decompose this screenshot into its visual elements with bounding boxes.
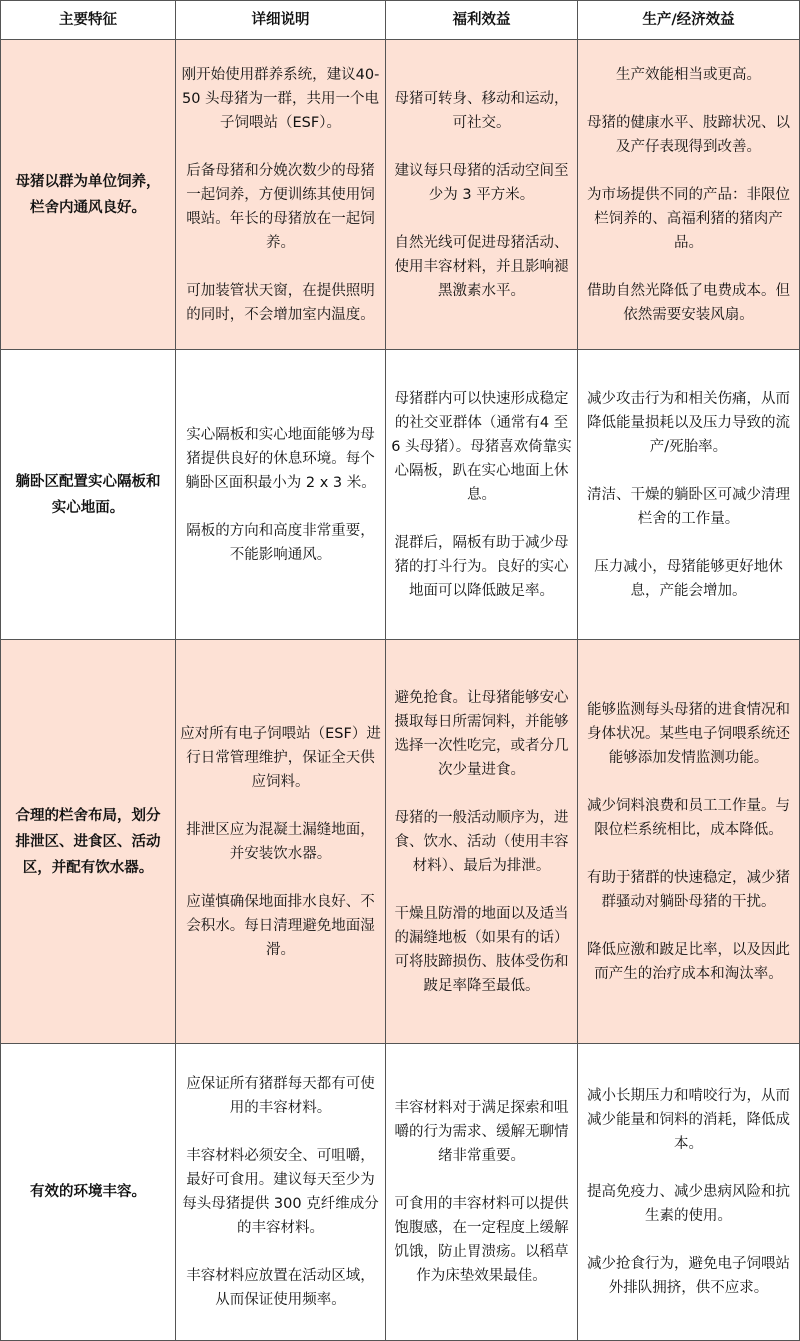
paragraph: 自然光线可促进母猪活动、使用丰容材料，并且影响褪黑激素水平。 [394, 234, 569, 299]
header-row [1, 1, 800, 40]
paragraph: 实心隔板和实心地面能够为母猪提供良好的休息环境。每个躺卧区面积最小为 2 x 3 米。 [185, 426, 376, 491]
paragraph: 提高免疫力、减少患病风险和抗生素的使用。 [587, 1184, 790, 1224]
paragraph: 丰容材料应放置在活动区域，从而保证使用频率。 [186, 1268, 375, 1308]
header-economic: 生产/经济效益 [578, 1, 800, 40]
table-row [1, 640, 800, 1044]
paragraph: 丰容材料对于满足探索和咀嚼的行为需求、缓解无聊情绪非常重要。 [394, 1100, 569, 1164]
table-row [1, 40, 800, 350]
paragraph: 混群后，隔板有助于减少母猪的打斗行为。良好的实心地面可以降低跛足率。 [394, 534, 569, 599]
paragraph: 母猪群内可以快速形成稳定的社交亚群体（通常有4 至 6 头母猪）。母猪喜欢倚靠实心隔板，趴在实心地面上休息。 [391, 390, 572, 503]
details-cell [176, 40, 386, 350]
details-cell [176, 640, 386, 1044]
details-cell [176, 350, 386, 640]
paragraph: 建议每只母猪的活动空间至少为 3 平方米。 [394, 162, 569, 203]
economic-cell [578, 40, 800, 350]
paragraph: 减少攻击行为和相关伤痛，从而降低能量损耗以及压力导致的流产/死胎率。 [587, 390, 790, 455]
paragraph: 丰容材料必须安全、可咀嚼，最好可食用。建议每天至少为每头母猪提供 300 克纤维成分的丰容材料。 [182, 1148, 379, 1236]
paragraph: 刚开始使用群养系统，建议40-50 头母猪为一群，共用一个电子饲喂站（ESF）。 [181, 66, 380, 131]
paragraph: 为市场提供不同的产品：非限位栏饲养的、高福利猪的猪肉产品。 [587, 186, 790, 251]
economic-cell [578, 640, 800, 1044]
table-row [1, 1044, 800, 1341]
paragraph: 可食用的丰容材料可以提供饱腹感，在一定程度上缓解饥饿，防止胃溃疡。以稻草作为床垫效果最佳。 [394, 1196, 569, 1284]
paragraph: 母猪可转身、移动和运动，可社交。 [394, 90, 569, 131]
paragraph: 后备母猪和分娩次数少的母猪一起饲养，方便训练其使用饲喂站。年长的母猪放在一起饲养。 [186, 162, 375, 251]
paragraph: 应保证所有猪群每天都有可使用的丰容材料。 [186, 1076, 375, 1116]
paragraph: 母猪的健康水平、肢蹄状况、以及产仔表现得到改善。 [587, 114, 790, 155]
paragraph: 避免抢食。让母猪能够安心摄取每日所需饲料，并能够选择一次性吃完，或者分几次少量进食。 [394, 689, 569, 778]
paragraph: 清洁、干燥的躺卧区可减少清理栏舍的工作量。 [587, 486, 790, 527]
feature-cell: 合理的栏舍布局，划分排泄区、进食区、活动区，并配有饮水器。 [1, 640, 176, 1044]
paragraph: 生产效能相当或更高。 [616, 66, 761, 83]
welfare-cell [386, 40, 578, 350]
header-main-feature: 主要特征 [1, 1, 176, 40]
header-details: 详细说明 [176, 1, 386, 40]
paragraph: 压力减小，母猪能够更好地休息，产能会增加。 [594, 558, 783, 599]
paragraph: 干燥且防滑的地面以及适当的漏缝地板（如果有的话）可将肢蹄损伤、肢体受伤和跛足率降至最低。 [394, 905, 569, 994]
feature-cell: 有效的环境丰容。 [1, 1044, 176, 1341]
paragraph: 有助于猪群的快速稳定，减少猪群骚动对躺卧母猪的干扰。 [587, 869, 790, 910]
paragraph: 可加装管状天窗，在提供照明的同时，不会增加室内温度。 [186, 282, 375, 323]
feature-cell: 母猪以群为单位饲养，栏舍内通风良好。 [1, 40, 176, 350]
economic-cell [578, 1044, 800, 1341]
paragraph: 减少抢食行为，避免电子饲喂站外排队拥挤，供不应求。 [587, 1256, 790, 1296]
header-welfare: 福利效益 [386, 1, 578, 40]
paragraph: 减少饲料浪费和员工工作量。与限位栏系统相比，成本降低。 [587, 797, 790, 838]
economic-cell [578, 350, 800, 640]
paragraph: 应谨慎确保地面排水良好、不会积水。每日清理避免地面湿滑。 [186, 893, 375, 958]
paragraph: 减小长期压力和啃咬行为，从而减少能量和饲料的消耗，降低成本。 [587, 1088, 790, 1152]
paragraph: 排泄区应为混凝土漏缝地面，并安装饮水器。 [186, 821, 375, 862]
paragraph: 应对所有电子饲喂站（ESF）进行日常管理维护，保证全天供应饲料。 [180, 725, 381, 790]
paragraph: 能够监测每头母猪的进食情况和身体状况。某些电子饲喂系统还能够添加发情监测功能。 [587, 701, 790, 766]
welfare-cell [386, 640, 578, 1044]
welfare-cell [386, 350, 578, 640]
paragraph: 母猪的一般活动顺序为，进食、饮水、活动（使用丰容材料）、最后为排泄。 [394, 809, 569, 874]
paragraph: 隔板的方向和高度非常重要，不能影响通风。 [186, 522, 375, 563]
table-row [1, 350, 800, 640]
paragraph: 借助自然光降低了电费成本。但依然需要安装风扇。 [587, 282, 790, 323]
welfare-cell [386, 1044, 578, 1341]
details-cell [176, 1044, 386, 1341]
feature-cell: 躺卧区配置实心隔板和实心地面。 [1, 350, 176, 640]
paragraph: 降低应激和跛足比率，以及因此而产生的治疗成本和淘汰率。 [587, 941, 790, 982]
